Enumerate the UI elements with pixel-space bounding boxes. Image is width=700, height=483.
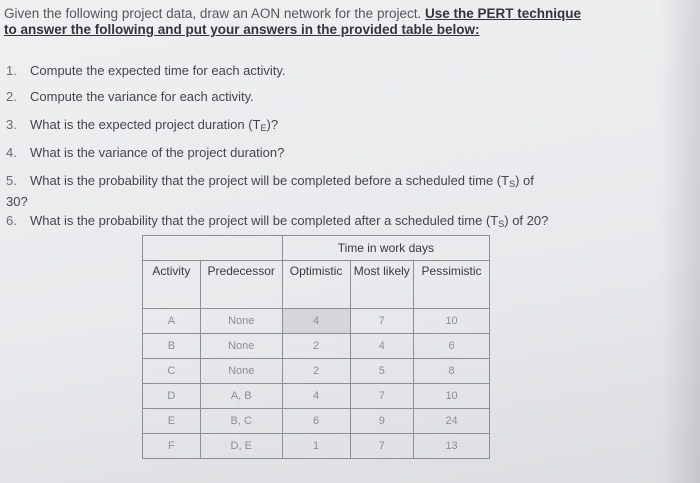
cell-optimistic: 4 — [282, 309, 350, 334]
question-text-continued: 30? — [6, 194, 28, 209]
cell-predecessor: B, C — [200, 409, 282, 434]
blank-header-cell — [143, 236, 283, 261]
cell-activity: F — [143, 434, 201, 459]
cell-most-likely: 7 — [350, 384, 414, 409]
table-row — [143, 334, 490, 359]
header-line1-plain: Given the following project data, draw an AON network for the project. — [4, 6, 425, 21]
table-row — [143, 384, 490, 409]
activity-table — [142, 235, 490, 459]
cell-pessimistic: 6 — [414, 334, 490, 359]
col-header-optimistic: Optimistic — [282, 261, 350, 309]
question-1 — [6, 62, 286, 79]
cell-most-likely: 7 — [350, 434, 414, 459]
question-2 — [6, 88, 254, 105]
table-column-header-row — [143, 261, 490, 309]
question-text: What is the expected project duration (T — [30, 117, 261, 132]
question-number: 4. — [6, 145, 17, 160]
subscript: S — [498, 219, 505, 229]
cell-predecessor: None — [200, 359, 282, 384]
question-number: 1. — [6, 63, 17, 78]
question-text: Compute the expected time for each activity. — [30, 63, 286, 78]
cell-activity: E — [143, 409, 201, 434]
question-text-end: )? — [266, 117, 279, 132]
cell-activity: D — [143, 384, 201, 409]
question-text: What is the probability that the project will be completed before a scheduled time (T — [30, 173, 510, 188]
question-text-end: ) of 20? — [504, 213, 549, 228]
cell-pessimistic: 24 — [414, 409, 490, 434]
col-header-most-likely: Most likely — [350, 261, 414, 309]
table-row — [143, 434, 490, 459]
question-5 — [6, 172, 646, 210]
cell-pessimistic: 10 — [414, 384, 490, 409]
question-6 — [6, 212, 548, 233]
cell-activity: C — [143, 359, 201, 384]
cell-activity: B — [143, 334, 201, 359]
cell-optimistic: 6 — [282, 409, 350, 434]
subscript: E — [260, 123, 267, 133]
question-number: 5. — [6, 173, 17, 188]
table-row — [143, 309, 490, 334]
table-group-header-row — [143, 236, 490, 261]
cell-most-likely: 9 — [350, 409, 414, 434]
cell-optimistic: 2 — [282, 334, 350, 359]
question-text: What is the variance of the project duration? — [30, 145, 285, 160]
table-row — [143, 409, 490, 434]
cell-predecessor: None — [200, 334, 282, 359]
header-line1-underlined: Use the PERT technique — [424, 6, 581, 21]
cell-pessimistic: 8 — [414, 359, 490, 384]
cell-optimistic: 2 — [282, 359, 350, 384]
cell-predecessor: D, E — [200, 434, 282, 459]
cell-predecessor: A, B — [200, 384, 282, 409]
cell-pessimistic: 10 — [414, 309, 490, 334]
question-text: What is the probability that the project will be completed after a scheduled time (T — [30, 213, 499, 228]
group-header: Time in work days — [282, 236, 489, 261]
cell-optimistic: 4 — [282, 384, 350, 409]
cell-activity: A — [143, 309, 201, 334]
cell-optimistic: 1 — [282, 434, 350, 459]
header-line2-underlined: to answer the following and put your answers in the provided table below: — [4, 22, 480, 37]
col-header-predecessor: Predecessor — [200, 261, 282, 309]
question-number: 2. — [6, 89, 17, 104]
question-3 — [6, 116, 278, 137]
subscript: S — [509, 179, 516, 189]
cell-predecessor: None — [200, 309, 282, 334]
col-header-pessimistic: Pessimistic — [414, 261, 490, 309]
page-shadow — [660, 0, 700, 483]
question-number: 6. — [6, 213, 17, 228]
question-text-end: ) of — [515, 173, 534, 188]
col-header-activity: Activity — [143, 261, 201, 309]
cell-most-likely: 5 — [350, 359, 414, 384]
question-text: Compute the variance for each activity. — [30, 89, 254, 104]
cell-most-likely: 4 — [350, 334, 414, 359]
table-row — [143, 359, 490, 384]
question-number: 3. — [6, 117, 17, 132]
instructions-header — [4, 6, 644, 38]
cell-pessimistic: 13 — [414, 434, 490, 459]
cell-most-likely: 7 — [350, 309, 414, 334]
question-4 — [6, 144, 284, 161]
